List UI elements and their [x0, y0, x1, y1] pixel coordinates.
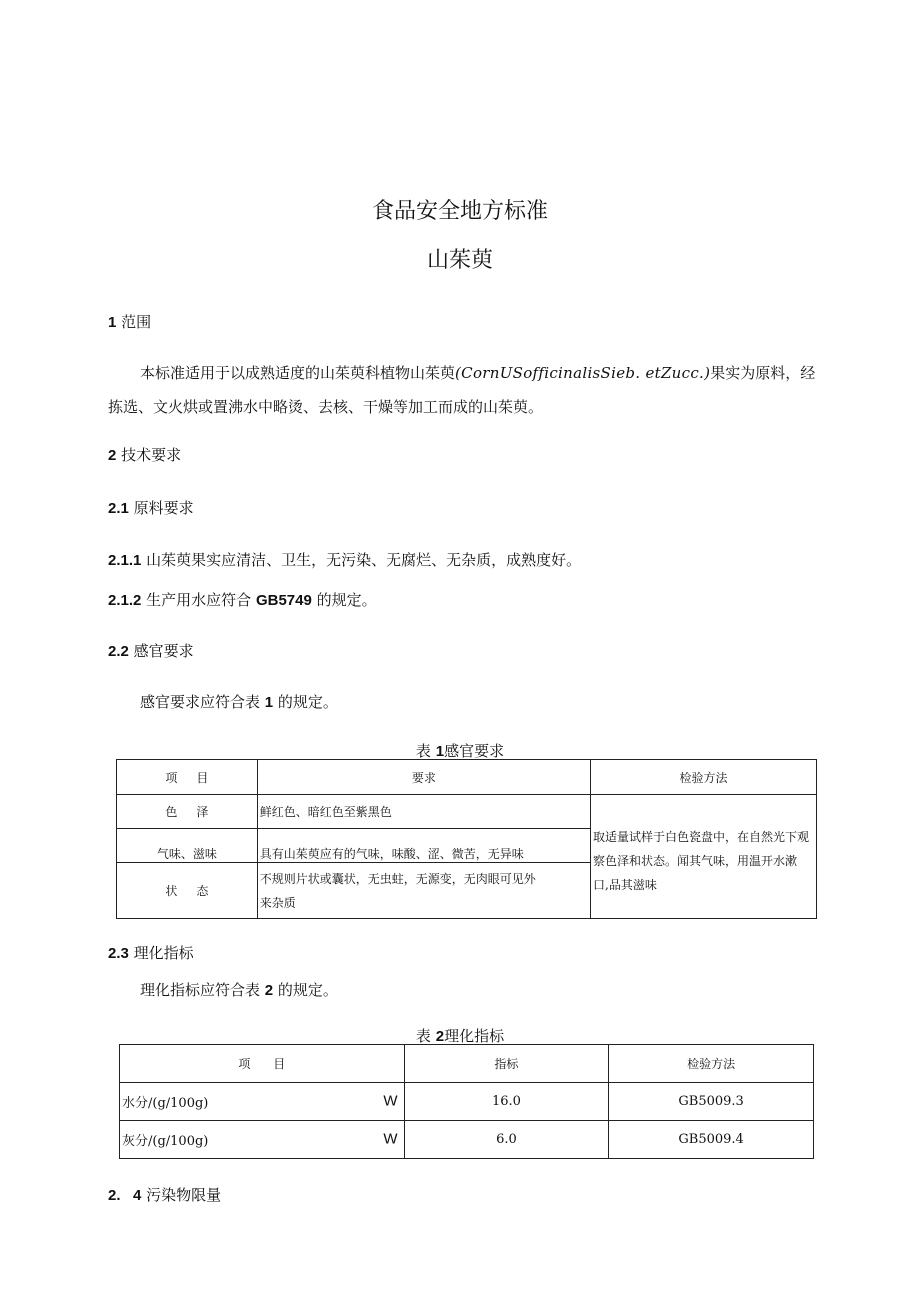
header-item: 项 目	[120, 1045, 405, 1083]
clause-number: 2.1.2	[108, 592, 142, 609]
table-header-row	[117, 760, 817, 795]
table-row	[120, 1121, 814, 1159]
caption-title: 感官要求	[444, 742, 505, 760]
method-line: 察色泽和状态。闻其气味，用温开水漱	[593, 854, 798, 868]
header-item: 项 目	[117, 760, 258, 795]
section-2-1-heading	[108, 497, 194, 518]
row-item	[120, 1121, 405, 1159]
method-line: 口,品其滋味	[593, 878, 657, 892]
table-1-sensory	[116, 759, 817, 919]
scope-text-part1: 本标准适用于以成熟适度的山茱萸科植物山茱萸	[140, 364, 456, 382]
table-2-caption	[0, 1025, 920, 1046]
comparison-symbol: W	[383, 1092, 398, 1110]
clause-text-b: 的规定。	[316, 591, 377, 609]
section-title: 技术要求	[121, 446, 182, 464]
section-title: 范围	[121, 313, 152, 331]
section-number: 1	[108, 314, 117, 331]
section-number: 2.1	[108, 500, 129, 517]
scope-paragraph-line1	[140, 362, 815, 383]
table-2-physchem	[119, 1044, 814, 1159]
caption-number: 2	[435, 1028, 445, 1045]
row-method: GB5009.3	[609, 1083, 814, 1121]
item-label: 水分/(g/100g)	[122, 1096, 209, 1111]
ref-text-b: 的规定。	[277, 981, 338, 999]
method-cell	[591, 795, 817, 919]
header-requirement: 要求	[257, 760, 590, 795]
ref-table-number: 1	[264, 694, 274, 711]
standard-code: GB5749	[255, 592, 312, 609]
clause-number: 2.1.1	[108, 552, 142, 569]
section-title: 污染物限量	[146, 1186, 222, 1204]
scope-paragraph-line2: 拣选、文火烘或置沸水中略烫、去核、干燥等加工而成的山茱萸。	[108, 398, 544, 416]
ref-text-a: 理化指标应符合表	[140, 981, 261, 999]
section-number: 2.2	[108, 643, 129, 660]
requirement-line: 不规则片状或囊状，无虫蛀，无源变，无肉眼可见外	[259, 871, 536, 886]
table-row	[117, 795, 817, 829]
section-title: 理化指标	[133, 944, 194, 962]
row-requirement	[257, 863, 590, 919]
row-requirement: 具有山茱萸应有的气味，味酸、涩、微苦，无异味	[257, 829, 590, 863]
row-item: 状 态	[117, 863, 258, 919]
caption-prefix: 表	[415, 1027, 431, 1045]
section-number: 2	[108, 447, 117, 464]
scope-latin-name: (CornUSofficinalisSieb. etZucc.)	[455, 364, 711, 382]
clause-text: 山茱萸果实应清洁、卫生，无污染、无腐烂、无杂质，成熟度好。	[146, 551, 582, 569]
row-item	[120, 1083, 405, 1121]
table-1-caption	[0, 740, 920, 761]
scope-text-part2: 果实为原料，经	[710, 364, 816, 382]
table-header-row	[120, 1045, 814, 1083]
row-item: 气味、滋味	[117, 829, 258, 863]
section-title: 原料要求	[133, 499, 194, 517]
clause-2-1-1	[108, 549, 581, 570]
requirement-line: 来杂质	[259, 895, 296, 910]
section-2-4-heading	[108, 1184, 221, 1205]
row-method: GB5009.4	[609, 1121, 814, 1159]
caption-prefix: 表	[415, 742, 431, 760]
physchem-reference-text	[140, 979, 338, 1000]
header-method: 检验方法	[609, 1045, 814, 1083]
section-2-heading	[108, 444, 181, 465]
section-2-2-heading	[108, 640, 194, 661]
section-title: 感官要求	[133, 642, 194, 660]
section-1-heading	[108, 311, 151, 332]
caption-title: 理化指标	[444, 1027, 505, 1045]
method-line: 取适量试样于白色瓷盘中，在自然光下观	[593, 830, 810, 844]
document-subtitle: 山茱萸	[426, 248, 493, 273]
comparison-symbol: W	[383, 1130, 398, 1148]
document-title: 食品安全地方标准	[371, 199, 548, 224]
caption-number: 1	[435, 743, 445, 760]
row-item: 色 泽	[117, 795, 258, 829]
clause-2-1-2	[108, 589, 377, 610]
ref-text-a: 感官要求应符合表	[140, 693, 261, 711]
header-method: 检验方法	[591, 760, 817, 795]
ref-table-number: 2	[264, 982, 274, 999]
table-row	[120, 1083, 814, 1121]
item-label: 灰分/(g/100g)	[122, 1134, 209, 1149]
row-value: 6.0	[404, 1121, 609, 1159]
row-value: 16.0	[404, 1083, 609, 1121]
clause-text-a: 生产用水应符合	[146, 591, 252, 609]
section-number: 2.3	[108, 945, 129, 962]
section-2-3-heading	[108, 942, 194, 963]
sensory-reference-text	[140, 691, 338, 712]
section-number: 2. 4	[108, 1187, 142, 1204]
header-indicator: 指标	[404, 1045, 609, 1083]
ref-text-b: 的规定。	[277, 693, 338, 711]
row-requirement: 鲜红色、暗红色至紫黑色	[257, 795, 590, 829]
